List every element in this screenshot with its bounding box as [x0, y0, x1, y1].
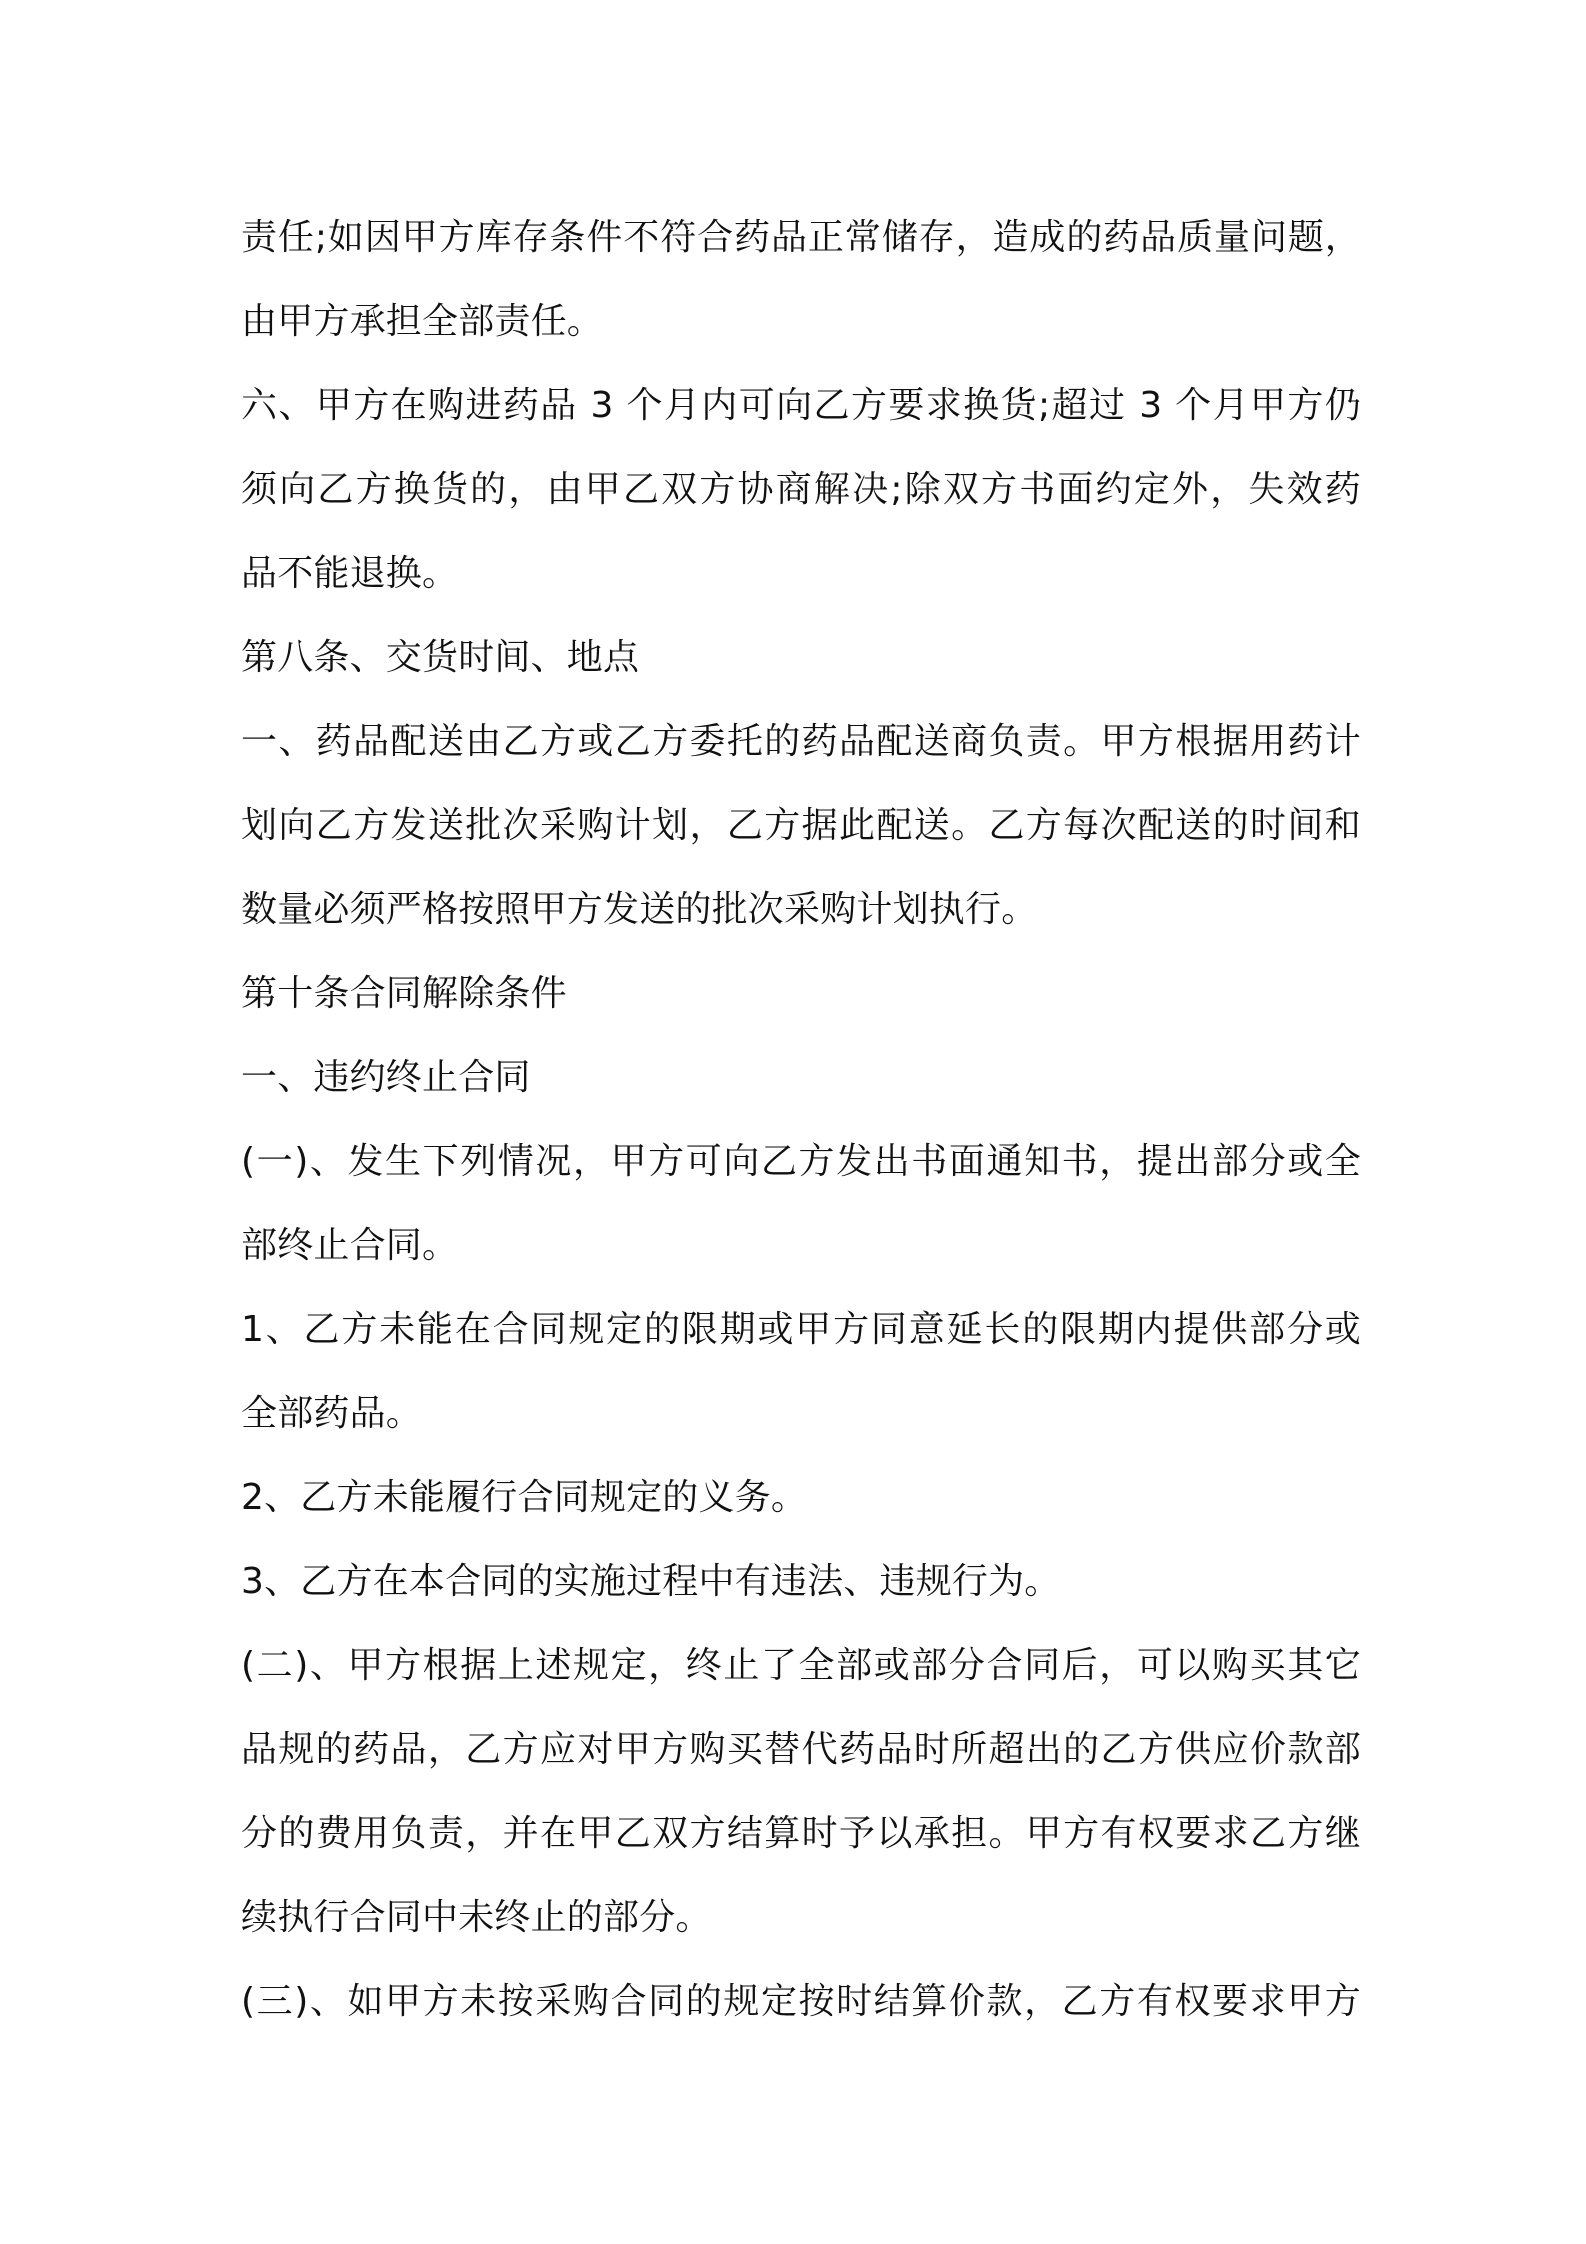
text-line: 一、药品配送由乙方或乙方委托的药品配送商负责。甲方根据用药计: [241, 721, 1361, 762]
text-line: 须向乙方换货的，由甲乙双方协商解决;除双方书面约定外，失效药: [241, 469, 1361, 510]
text-line: 划向乙方发送批次采购计划，乙方据此配送。乙方每次配送的时间和: [241, 805, 1361, 846]
section-heading: 第八条、交货时间、地点: [241, 637, 640, 678]
section-heading: 第十条合同解除条件: [241, 973, 567, 1014]
text-line: 数量必须严格按照甲方发送的批次采购计划执行。: [241, 889, 1038, 930]
text-line: 责任;如因甲方库存条件不符合药品正常储存，造成的药品质量问题，: [241, 217, 1361, 258]
text-line: (一)、发生下列情况，甲方可向乙方发出书面通知书，提出部分或全: [241, 1141, 1361, 1182]
text-line: 由甲方承担全部责任。: [241, 301, 604, 342]
text-line: 品规的药品，乙方应对甲方购买替代药品时所超出的乙方供应价款部: [241, 1729, 1361, 1770]
text-line: 3、乙方在本合同的实施过程中有违法、违规行为。: [241, 1561, 1061, 1602]
subsection-heading: 一、违约终止合同: [241, 1057, 531, 1098]
text-line: (三)、如甲方未按采购合同的规定按时结算价款，乙方有权要求甲方: [241, 1981, 1361, 2022]
text-line: 1、乙方未能在合同规定的限期或甲方同意延长的限期内提供部分或: [241, 1309, 1361, 1350]
text-line: 2、乙方未能履行合同规定的义务。: [241, 1477, 808, 1518]
text-line: 续执行合同中未终止的部分。: [241, 1897, 712, 1938]
text-line: (二)、甲方根据上述规定，终止了全部或部分合同后，可以购买其它: [241, 1645, 1361, 1686]
text-line: 品不能退换。: [241, 553, 459, 594]
text-line: 六、甲方在购进药品 3 个月内可向乙方要求换货;超过 3 个月甲方仍: [241, 385, 1361, 426]
text-line: 全部药品。: [241, 1393, 423, 1434]
text-line: 分的费用负责，并在甲乙双方结算时予以承担。甲方有权要求乙方继: [241, 1813, 1361, 1854]
document-page: [241, 196, 1361, 2044]
text-line: 部终止合同。: [241, 1225, 459, 1266]
